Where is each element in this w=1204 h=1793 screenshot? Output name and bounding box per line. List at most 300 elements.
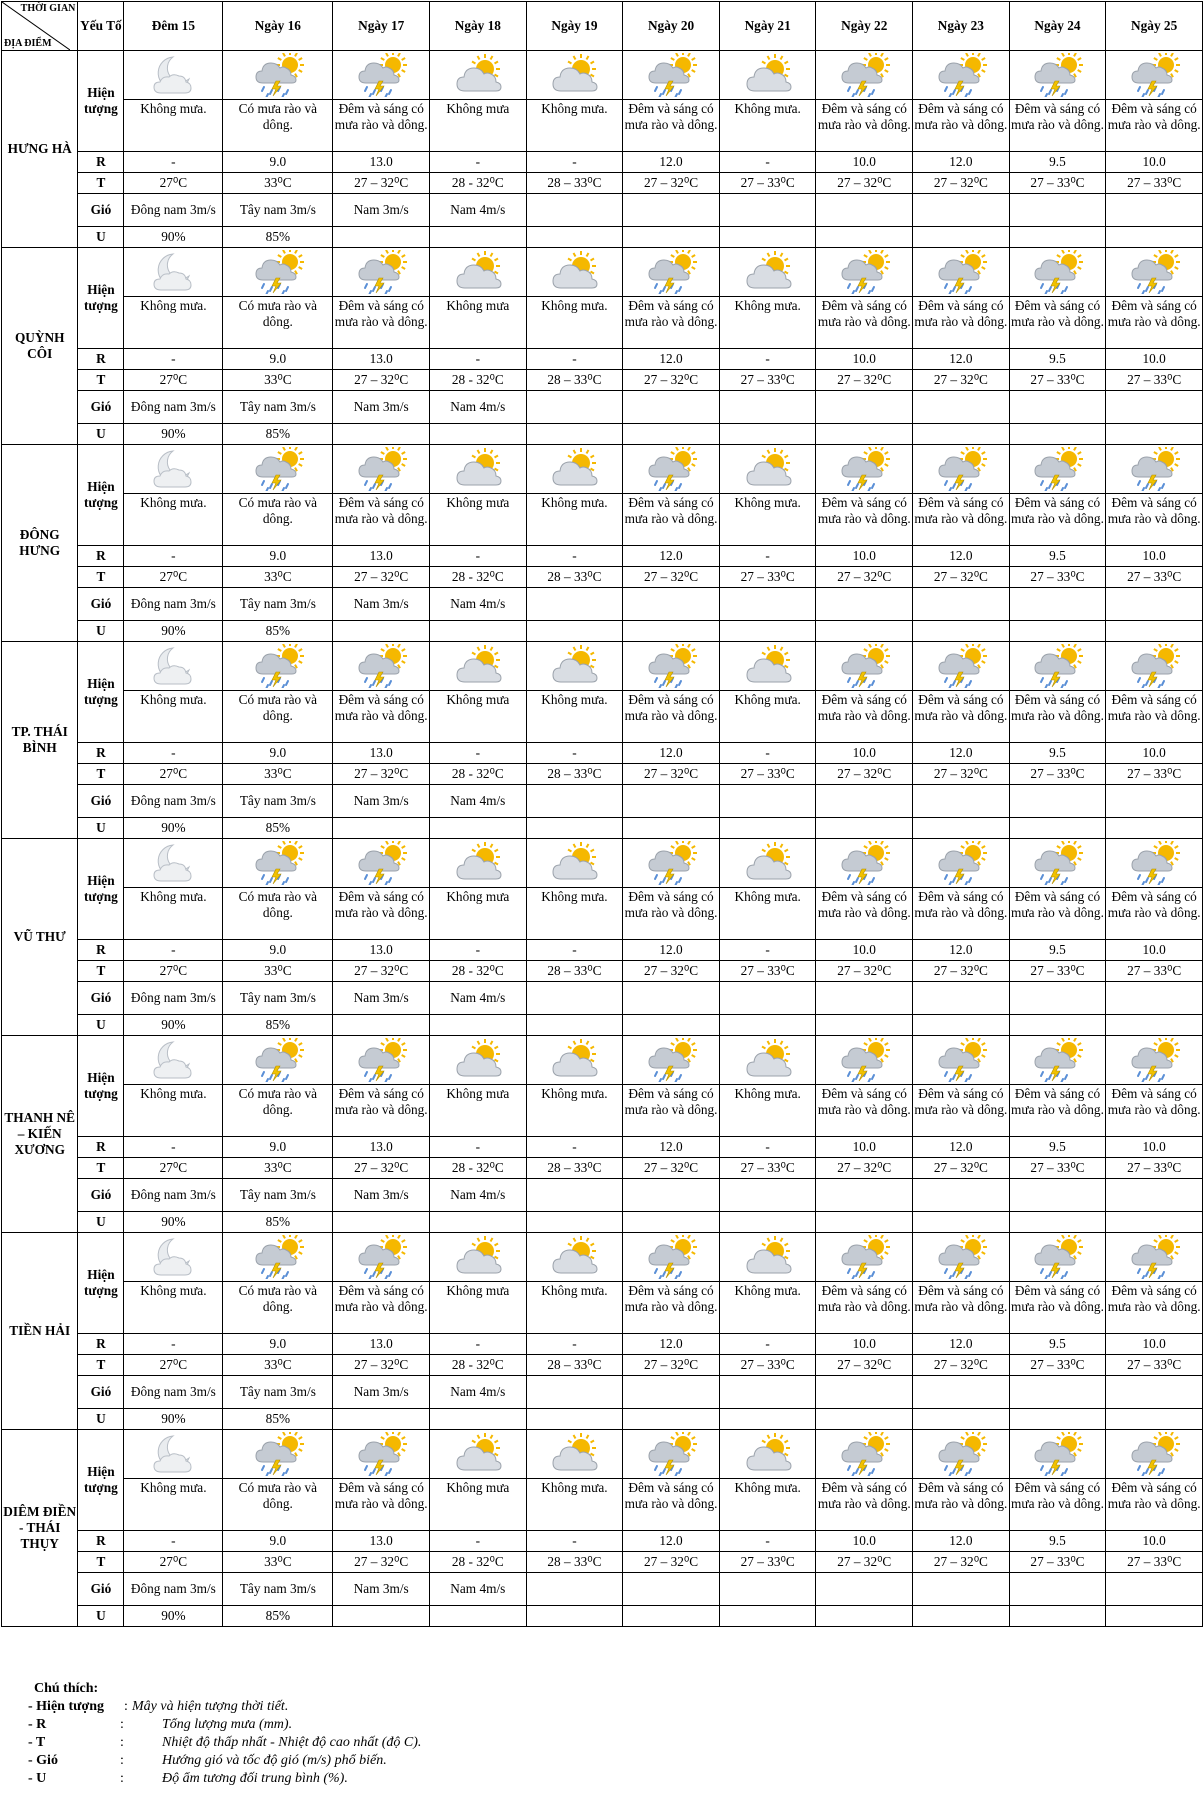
row-label-rain: R xyxy=(78,940,124,961)
row-label-humidity: U xyxy=(78,227,124,248)
partly-sunny-icon xyxy=(430,53,526,97)
rain-cell: 12.0 xyxy=(913,546,1010,567)
wind-cell: Đông nam 3m/s xyxy=(124,785,223,818)
phenomenon-cell: Đêm và sáng có mưa rào và dông. xyxy=(913,100,1010,152)
temp-cell: 27 – 33⁰C xyxy=(1009,1355,1106,1376)
rain-cell: 13.0 xyxy=(333,1137,430,1158)
phenomenon-cell: Có mưa rào và dông. xyxy=(223,494,333,546)
temp-cell: 27 – 33⁰C xyxy=(1009,567,1106,588)
row-label-humidity: U xyxy=(78,621,124,642)
rain-thunder-icon xyxy=(913,447,1009,491)
humidity-cell xyxy=(333,1606,430,1627)
rain-thunder-icon xyxy=(1010,1235,1106,1279)
temp-cell: 27 – 32⁰C xyxy=(623,1355,720,1376)
humidity-cell: 85% xyxy=(223,1015,333,1036)
rain-thunder-icon xyxy=(1010,841,1106,885)
rain-cell: - xyxy=(526,546,623,567)
rain-thunder-icon xyxy=(913,644,1009,688)
weather-icon-cell xyxy=(1106,248,1203,297)
phenomenon-row xyxy=(2,1085,1203,1137)
humidity-cell xyxy=(526,424,623,445)
weather-icon-cell xyxy=(223,642,333,691)
temp-cell: 33⁰C xyxy=(223,370,333,391)
weather-icon-cell xyxy=(623,51,720,100)
row-label-rain: R xyxy=(78,152,124,173)
humidity-cell xyxy=(913,1212,1010,1233)
rain-cell: 10.0 xyxy=(816,1137,913,1158)
phenomenon-cell: Đêm và sáng có mưa rào và dông. xyxy=(1106,1282,1203,1334)
rain-cell: 9.0 xyxy=(223,1137,333,1158)
rain-thunder-icon xyxy=(1106,250,1202,294)
legend-desc: Độ ẩm tương đối trung bình (%). xyxy=(162,1771,348,1786)
temp-cell: 27⁰C xyxy=(124,1552,223,1573)
rain-cell: 10.0 xyxy=(816,1334,913,1355)
wind-cell xyxy=(1009,194,1106,227)
moon-cloud-icon xyxy=(124,1235,222,1279)
partly-sunny-icon xyxy=(527,1038,623,1082)
wind-cell xyxy=(719,588,816,621)
row-label-temp: T xyxy=(78,1552,124,1573)
weather-icon-cell xyxy=(333,1430,430,1479)
weather-icon-cell xyxy=(223,445,333,494)
humidity-cell xyxy=(623,1606,720,1627)
rain-thunder-icon xyxy=(623,1038,719,1082)
wind-cell: Tây nam 3m/s xyxy=(223,391,333,424)
rain-thunder-icon xyxy=(913,841,1009,885)
phenomenon-cell: Đêm và sáng có mưa rào và dông. xyxy=(333,297,430,349)
location-block-row xyxy=(2,51,1203,100)
day-header: Ngày 16 xyxy=(223,2,333,51)
weather-icon-cell xyxy=(1009,1036,1106,1085)
humidity-cell xyxy=(430,621,527,642)
wind-cell xyxy=(816,1376,913,1409)
temp-cell: 28 – 33⁰C xyxy=(526,173,623,194)
rain-row xyxy=(2,1531,1203,1552)
location-block-row xyxy=(2,1233,1203,1282)
humidity-cell xyxy=(719,1015,816,1036)
phenomenon-cell: Đêm và sáng có mưa rào và dông. xyxy=(623,691,720,743)
partly-sunny-icon xyxy=(720,644,816,688)
row-label-temp: T xyxy=(78,567,124,588)
partly-sunny-icon xyxy=(720,1235,816,1279)
rain-cell: 12.0 xyxy=(913,152,1010,173)
row-label-phenomenon: Hiện tượng xyxy=(78,445,124,546)
wind-cell: Nam 3m/s xyxy=(333,194,430,227)
humidity-cell xyxy=(1106,818,1203,839)
rain-cell: 9.5 xyxy=(1009,152,1106,173)
humidity-row xyxy=(2,1212,1203,1233)
phenomenon-cell: Đêm và sáng có mưa rào và dông. xyxy=(623,494,720,546)
legend-colon: : xyxy=(120,1771,124,1786)
phenomenon-cell: Đêm và sáng có mưa rào và dông. xyxy=(333,1479,430,1531)
rain-thunder-icon xyxy=(1106,53,1202,97)
weather-icon-cell xyxy=(719,1233,816,1282)
phenomenon-cell: Đêm và sáng có mưa rào và dông. xyxy=(1009,297,1106,349)
temp-cell: 27 – 33⁰C xyxy=(1009,1158,1106,1179)
rain-cell: 13.0 xyxy=(333,1531,430,1552)
weather-icon-cell xyxy=(623,1036,720,1085)
weather-icon-cell xyxy=(526,445,623,494)
weather-icon-cell xyxy=(1106,642,1203,691)
location-block-row xyxy=(2,1430,1203,1479)
phenomenon-cell: Không mưa. xyxy=(719,1085,816,1137)
weather-icon-cell xyxy=(333,642,430,691)
rain-cell: 12.0 xyxy=(913,743,1010,764)
phenomenon-cell: Đêm và sáng có mưa rào và dông. xyxy=(623,297,720,349)
wind-cell xyxy=(913,1179,1010,1212)
temp-cell: 28 - 32⁰C xyxy=(430,1552,527,1573)
wind-cell xyxy=(623,588,720,621)
rain-thunder-icon xyxy=(333,53,429,97)
humidity-cell xyxy=(430,1409,527,1430)
weather-icon-cell xyxy=(816,1233,913,1282)
partly-sunny-icon xyxy=(430,841,526,885)
weather-icon-cell xyxy=(430,1233,527,1282)
temp-cell: 28 - 32⁰C xyxy=(430,1158,527,1179)
rain-cell: 10.0 xyxy=(1106,1137,1203,1158)
humidity-cell xyxy=(1009,1409,1106,1430)
phenomenon-cell: Không mưa. xyxy=(719,691,816,743)
humidity-cell xyxy=(719,424,816,445)
wind-cell: Nam 4m/s xyxy=(430,588,527,621)
forecast-table xyxy=(1,1,1203,1627)
humidity-cell: 85% xyxy=(223,1212,333,1233)
row-label-humidity: U xyxy=(78,1606,124,1627)
row-label-phenomenon: Hiện tượng xyxy=(78,1430,124,1531)
wind-cell xyxy=(526,1573,623,1606)
partly-sunny-icon xyxy=(430,1038,526,1082)
temp-row xyxy=(2,370,1203,391)
partly-sunny-icon xyxy=(720,447,816,491)
humidity-cell xyxy=(1106,1606,1203,1627)
rain-cell: - xyxy=(526,152,623,173)
rain-cell: 9.5 xyxy=(1009,1137,1106,1158)
row-label-wind: Gió xyxy=(78,1573,124,1606)
wind-cell xyxy=(1106,785,1203,818)
phenomenon-cell: Đêm và sáng có mưa rào và dông. xyxy=(816,1282,913,1334)
temp-cell: 33⁰C xyxy=(223,1355,333,1376)
partly-sunny-icon xyxy=(720,53,816,97)
weather-icon-cell xyxy=(124,445,223,494)
temp-cell: 28 - 32⁰C xyxy=(430,764,527,785)
humidity-cell: 85% xyxy=(223,227,333,248)
wind-cell xyxy=(913,1376,1010,1409)
temp-cell: 27 – 33⁰C xyxy=(1106,370,1203,391)
temp-cell: 27 – 32⁰C xyxy=(913,173,1010,194)
humidity-cell xyxy=(816,227,913,248)
wind-cell: Đông nam 3m/s xyxy=(124,1179,223,1212)
wind-cell: Tây nam 3m/s xyxy=(223,982,333,1015)
weather-icon-cell xyxy=(719,839,816,888)
legend-key: - Hiện tượng xyxy=(28,1699,105,1714)
temp-cell: 27 – 33⁰C xyxy=(719,1552,816,1573)
rain-cell: 12.0 xyxy=(623,546,720,567)
rain-thunder-icon xyxy=(913,1038,1009,1082)
phenomenon-cell: Không mưa xyxy=(430,100,527,152)
forecast-body xyxy=(2,51,1203,1627)
temp-cell: 28 – 33⁰C xyxy=(526,567,623,588)
temp-cell: 33⁰C xyxy=(223,1552,333,1573)
phenomenon-cell: Không mưa. xyxy=(124,1282,223,1334)
humidity-cell xyxy=(526,818,623,839)
temp-cell: 27 – 32⁰C xyxy=(333,173,430,194)
row-label-temp: T xyxy=(78,961,124,982)
phenomenon-cell: Đêm và sáng có mưa rào và dông. xyxy=(333,1085,430,1137)
row-label-rain: R xyxy=(78,1334,124,1355)
moon-cloud-icon xyxy=(124,841,222,885)
rain-cell: 9.0 xyxy=(223,940,333,961)
phenomenon-cell: Đêm và sáng có mưa rào và dông. xyxy=(1106,100,1203,152)
phenomenon-cell: Đêm và sáng có mưa rào và dông. xyxy=(913,297,1010,349)
wind-cell: Nam 3m/s xyxy=(333,588,430,621)
row-label-phenomenon: Hiện tượng xyxy=(78,1233,124,1334)
humidity-row xyxy=(2,1606,1203,1627)
location-name: QUỲNH CÔI xyxy=(2,248,78,445)
phenomenon-cell: Không mưa. xyxy=(719,1479,816,1531)
temp-cell: 27⁰C xyxy=(124,764,223,785)
row-label-phenomenon: Hiện tượng xyxy=(78,642,124,743)
weather-icon-cell xyxy=(913,51,1010,100)
wind-cell: Tây nam 3m/s xyxy=(223,1376,333,1409)
humidity-cell xyxy=(719,1606,816,1627)
rain-cell: - xyxy=(719,349,816,370)
wind-cell: Nam 3m/s xyxy=(333,1376,430,1409)
rain-cell: - xyxy=(430,349,527,370)
rain-cell: 12.0 xyxy=(623,743,720,764)
rain-cell: - xyxy=(124,1137,223,1158)
temp-cell: 27 – 33⁰C xyxy=(1009,173,1106,194)
phenomenon-cell: Đêm và sáng có mưa rào và dông. xyxy=(1106,1479,1203,1531)
day-header: Ngày 25 xyxy=(1106,2,1203,51)
rain-thunder-icon xyxy=(223,644,332,688)
wind-row xyxy=(2,1179,1203,1212)
temp-cell: 27 – 32⁰C xyxy=(913,370,1010,391)
legend-desc: Tổng lượng mưa (mm). xyxy=(162,1717,293,1732)
phenomenon-cell: Không mưa xyxy=(430,1282,527,1334)
weather-icon-cell xyxy=(333,51,430,100)
wind-cell: Nam 4m/s xyxy=(430,1573,527,1606)
temp-cell: 27 – 33⁰C xyxy=(719,961,816,982)
temp-cell: 33⁰C xyxy=(223,1158,333,1179)
temp-row xyxy=(2,1158,1203,1179)
rain-cell: 10.0 xyxy=(1106,1334,1203,1355)
wind-row xyxy=(2,391,1203,424)
phenomenon-cell: Đêm và sáng có mưa rào và dông. xyxy=(913,494,1010,546)
wind-cell xyxy=(623,982,720,1015)
rain-cell: - xyxy=(526,1531,623,1552)
rain-cell: 10.0 xyxy=(1106,743,1203,764)
weather-icon-cell xyxy=(223,839,333,888)
wind-cell: Nam 4m/s xyxy=(430,1376,527,1409)
temp-row xyxy=(2,1355,1203,1376)
weather-icon-cell xyxy=(430,248,527,297)
rain-thunder-icon xyxy=(1106,447,1202,491)
rain-row xyxy=(2,743,1203,764)
weather-icon-cell xyxy=(124,248,223,297)
rain-cell: 9.0 xyxy=(223,1531,333,1552)
partly-sunny-icon xyxy=(430,644,526,688)
wind-cell xyxy=(816,1573,913,1606)
rain-cell: 10.0 xyxy=(816,152,913,173)
wind-cell: Nam 3m/s xyxy=(333,785,430,818)
weather-icon-cell xyxy=(1106,51,1203,100)
phenomenon-row xyxy=(2,691,1203,743)
weather-icon-cell xyxy=(333,1036,430,1085)
phenomenon-cell: Đêm và sáng có mưa rào và dông. xyxy=(913,1282,1010,1334)
humidity-cell xyxy=(1106,1015,1203,1036)
humidity-cell xyxy=(913,424,1010,445)
humidity-cell xyxy=(333,1015,430,1036)
partly-sunny-icon xyxy=(720,250,816,294)
weather-icon-cell xyxy=(526,1430,623,1479)
rain-cell: 9.0 xyxy=(223,546,333,567)
phenomenon-cell: Không mưa. xyxy=(124,494,223,546)
temp-cell: 33⁰C xyxy=(223,764,333,785)
temp-cell: 27⁰C xyxy=(124,961,223,982)
rain-thunder-icon xyxy=(1010,53,1106,97)
temp-cell: 27 – 32⁰C xyxy=(816,173,913,194)
row-label-rain: R xyxy=(78,743,124,764)
row-label-phenomenon: Hiện tượng xyxy=(78,839,124,940)
rain-cell: - xyxy=(124,940,223,961)
temp-cell: 27 – 33⁰C xyxy=(719,1355,816,1376)
wind-cell xyxy=(526,391,623,424)
legend-key: - U xyxy=(28,1771,47,1786)
wind-cell: Nam 3m/s xyxy=(333,1573,430,1606)
legend-item xyxy=(28,1752,421,1770)
rain-thunder-icon xyxy=(223,250,332,294)
row-label-humidity: U xyxy=(78,1015,124,1036)
weather-icon-cell xyxy=(719,1036,816,1085)
day-header: Ngày 17 xyxy=(333,2,430,51)
day-header: Ngày 19 xyxy=(526,2,623,51)
humidity-cell xyxy=(623,818,720,839)
wind-row xyxy=(2,1573,1203,1606)
rain-cell: 13.0 xyxy=(333,152,430,173)
temp-cell: 28 – 33⁰C xyxy=(526,1552,623,1573)
weather-icon-cell xyxy=(1009,839,1106,888)
row-label-humidity: U xyxy=(78,1212,124,1233)
rain-row xyxy=(2,1137,1203,1158)
rain-cell: - xyxy=(124,349,223,370)
humidity-cell xyxy=(526,1015,623,1036)
wind-cell: Đông nam 3m/s xyxy=(124,982,223,1015)
rain-row xyxy=(2,349,1203,370)
phenomenon-cell: Không mưa. xyxy=(526,1479,623,1531)
weather-icon-cell xyxy=(526,1036,623,1085)
temp-cell: 27 – 32⁰C xyxy=(333,567,430,588)
humidity-cell xyxy=(816,818,913,839)
humidity-cell xyxy=(333,1409,430,1430)
weather-icon-cell xyxy=(1009,642,1106,691)
wind-cell xyxy=(816,588,913,621)
rain-thunder-icon xyxy=(1010,1038,1106,1082)
phenomenon-cell: Đêm và sáng có mưa rào và dông. xyxy=(623,1479,720,1531)
rain-cell: - xyxy=(430,1531,527,1552)
weather-icon-cell xyxy=(623,839,720,888)
wind-cell xyxy=(623,194,720,227)
phenomenon-cell: Không mưa. xyxy=(526,691,623,743)
temp-cell: 27⁰C xyxy=(124,370,223,391)
humidity-cell xyxy=(526,1212,623,1233)
weather-icon-cell xyxy=(430,1036,527,1085)
temp-row xyxy=(2,764,1203,785)
rain-cell: 12.0 xyxy=(623,152,720,173)
humidity-row xyxy=(2,1015,1203,1036)
phenomenon-cell: Đêm và sáng có mưa rào và dông. xyxy=(1106,888,1203,940)
rain-cell: - xyxy=(430,546,527,567)
wind-cell: Tây nam 3m/s xyxy=(223,1179,333,1212)
wind-cell xyxy=(1009,1573,1106,1606)
moon-cloud-icon xyxy=(124,644,222,688)
temp-cell: 27 – 32⁰C xyxy=(333,1552,430,1573)
weather-icon-cell xyxy=(333,839,430,888)
weather-icon-cell xyxy=(430,51,527,100)
phenomenon-cell: Đêm và sáng có mưa rào và dông. xyxy=(816,297,913,349)
legend-item xyxy=(28,1770,421,1788)
temp-cell: 27 – 33⁰C xyxy=(1009,370,1106,391)
weather-icon-cell xyxy=(526,51,623,100)
phenomenon-cell: Đêm và sáng có mưa rào và dông. xyxy=(333,100,430,152)
partly-sunny-icon xyxy=(430,1432,526,1476)
rain-cell: 12.0 xyxy=(913,1137,1010,1158)
humidity-cell: 90% xyxy=(124,1409,223,1430)
rain-cell: - xyxy=(430,743,527,764)
humidity-cell xyxy=(816,1606,913,1627)
humidity-cell xyxy=(913,1606,1010,1627)
temp-cell: 27 – 33⁰C xyxy=(719,173,816,194)
weather-icon-cell xyxy=(816,445,913,494)
wind-cell xyxy=(1106,1573,1203,1606)
temp-cell: 28 – 33⁰C xyxy=(526,961,623,982)
day-header: Ngày 22 xyxy=(816,2,913,51)
rain-thunder-icon xyxy=(816,447,912,491)
temp-cell: 27 – 32⁰C xyxy=(913,961,1010,982)
rain-cell: - xyxy=(124,743,223,764)
rain-cell: - xyxy=(719,940,816,961)
rain-thunder-icon xyxy=(1010,447,1106,491)
rain-cell: - xyxy=(526,743,623,764)
humidity-cell xyxy=(333,1212,430,1233)
temp-cell: 27 – 32⁰C xyxy=(333,370,430,391)
weather-icon-cell xyxy=(1106,839,1203,888)
temp-cell: 27 – 33⁰C xyxy=(1106,961,1203,982)
weather-icon-cell xyxy=(719,51,816,100)
rain-thunder-icon xyxy=(913,53,1009,97)
temp-cell: 28 - 32⁰C xyxy=(430,1355,527,1376)
wind-row xyxy=(2,194,1203,227)
rain-cell: - xyxy=(526,1137,623,1158)
humidity-cell xyxy=(913,1409,1010,1430)
phenomenon-cell: Không mưa. xyxy=(124,691,223,743)
humidity-row xyxy=(2,818,1203,839)
wind-cell xyxy=(623,1573,720,1606)
humidity-cell: 90% xyxy=(124,621,223,642)
temp-cell: 28 - 32⁰C xyxy=(430,173,527,194)
weather-icon-cell xyxy=(816,248,913,297)
rain-cell: - xyxy=(124,1334,223,1355)
temp-cell: 27 – 33⁰C xyxy=(1106,1552,1203,1573)
phenomenon-row xyxy=(2,100,1203,152)
phenomenon-cell: Đêm và sáng có mưa rào và dông. xyxy=(1009,100,1106,152)
humidity-cell xyxy=(1106,1212,1203,1233)
wind-cell: Đông nam 3m/s xyxy=(124,1376,223,1409)
phenomenon-cell: Đêm và sáng có mưa rào và dông. xyxy=(913,691,1010,743)
temp-cell: 27 – 32⁰C xyxy=(623,370,720,391)
humidity-cell xyxy=(333,818,430,839)
weather-icon-cell xyxy=(623,1233,720,1282)
temp-cell: 27 – 33⁰C xyxy=(1106,1355,1203,1376)
